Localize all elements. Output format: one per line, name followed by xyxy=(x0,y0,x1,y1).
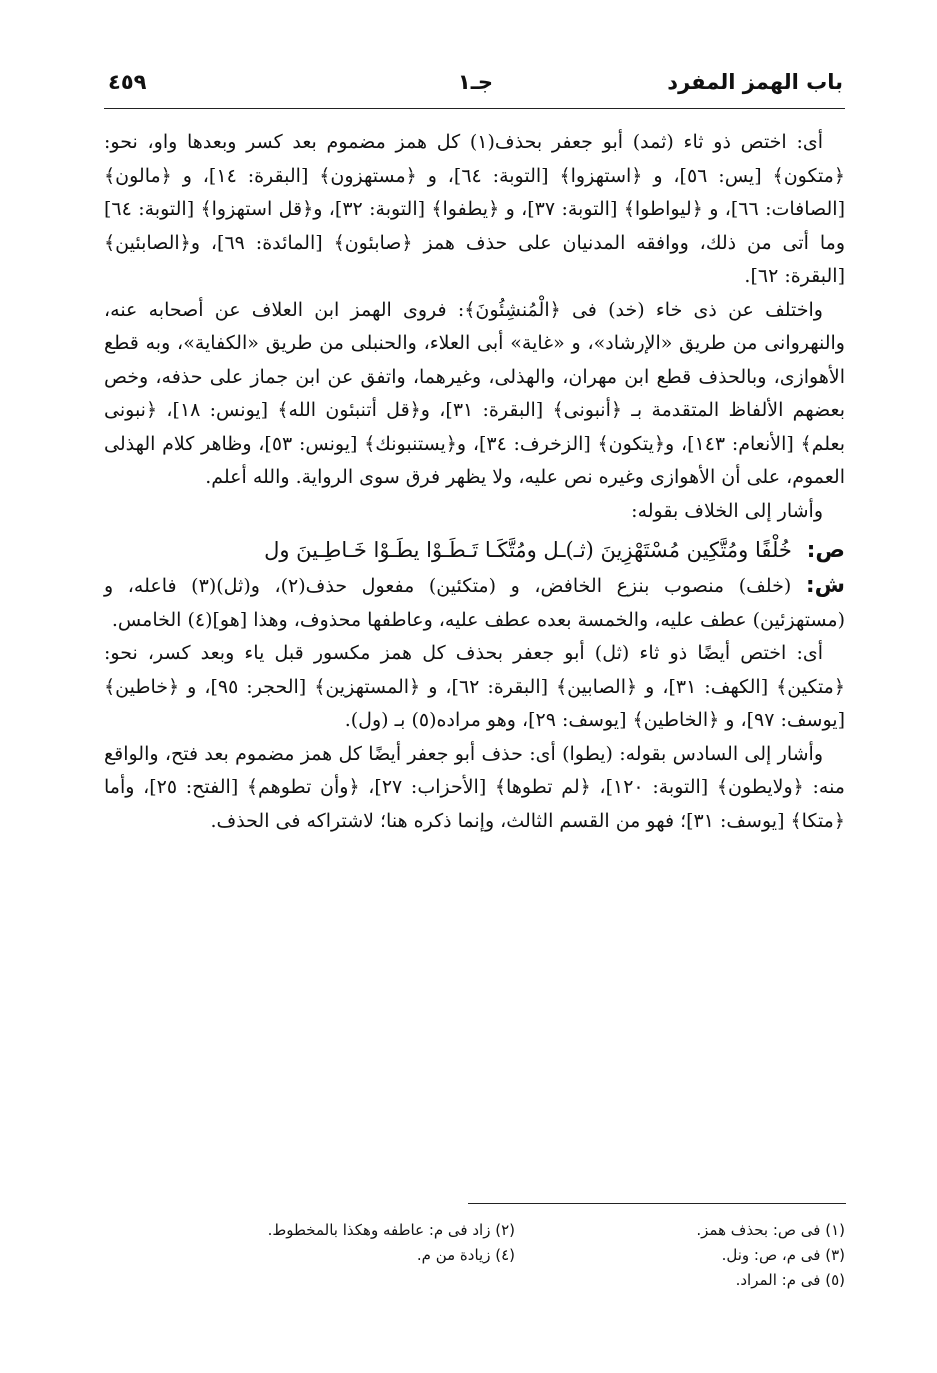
footnote-row xyxy=(104,1243,845,1268)
running-header xyxy=(108,70,843,104)
commentary-text: (خلف) منصوب بنزع الخافض، و (متكئين) مفعول حذف(٢)، و(ثل)(٣) فاعله، و (مستهزئين) عطف عليه، والخمسة بعده عطف عليه، وعاطفها محذوف، وهذا [هو](٤) الخامس. xyxy=(104,575,845,631)
paragraph-4: أى: اختص أيضًا ذو ثاء (ثل) أبو جعفر بحذف كل همز مكسور قبل ياء وبعد كسر، نحو: ﴿متكين﴾ [الكهف: ٣١]، و ﴿الصابين﴾ [البقرة: ٦٢]، و ﴿المستهزين﴾ [الحجر: ٩٥]، و ﴿خاطين﴾ [يوسف: ٩٧]، و ﴿الخاطين﴾ [يوسف: ٢٩]، وهو مراده(٥) بـ (ول). xyxy=(104,642,845,731)
footnote-divider xyxy=(468,1203,846,1204)
footnote-2: (٢) زاد فى م: عاطفه وهكذا بالمخطوط. xyxy=(267,1221,515,1239)
footnote-3: (٣) فى م، ص: ونل. xyxy=(721,1246,845,1264)
footnote-4: (٤) زيادة من م. xyxy=(416,1246,515,1264)
volume-label: جـ١ xyxy=(457,70,494,94)
paragraph-2: واختلف عن ذى خاء (خد) فى ﴿الْمُنشِئُونَ﴾: فروى الهمز ابن العلاف عن أصحابه عنه، والنهروانى من طريق «الإرشاد»، و «غاية» أبى العلاء، والحنبلى من طريق «الكفاية»، وبه قطع الأهوازى، وبالحذف قطع ابن مهران، والهذلى، وغيرهما، واتفق عن ابن جماز على حذفه، وخص بعضهم الألفاظ المتقدمة بـ ﴿أنبونى﴾ [البقرة: ٣١]، و﴿قل أتنبئون الله﴾ [يونس: ١٨]، ﴿نبونى بعلم﴾ [الأنعام: ١٤٣]، و﴿يتكون﴾ [الزخرف: ٣٤]، و﴿يستنبونك﴾ [يونس: ٥٣]، وظاهر كلام الهذلى العموم، على أن الأهوازى وغيره نص عليه، ولا يظهر فرق سوى الرواية. والله أعلم. xyxy=(104,298,846,488)
footnote-row xyxy=(104,1218,845,1243)
footnote-row xyxy=(104,1268,845,1293)
footnotes xyxy=(104,1218,845,1293)
paragraph-1: أى: اختص ذو ثاء (ثمد) أبو جعفر بحذف(١) كل همز مضموم بعد كسر وبعدها واو، نحو: ﴿متكون﴾ [يس: ٥٦]، و ﴿استهزوا﴾ [التوبة: ٦٤]، و ﴿مستهزون﴾ [البقرة: ١٤]، و ﴿مالون﴾ [الصافات: ٦٦]، و ﴿ليواطوا﴾ [التوبة: ٣٧]، و ﴿يطفوا﴾ [التوبة: ٣٢]، و﴿قل استهزوا﴾ [التوبة: ٦٤] وما أتى من ذلك، ووافقه المدنيان على حذف همز ﴿صابئون﴾ [المائدة: ٦٩]، و﴿الصابئين﴾ [البقرة: ٦٢]. xyxy=(104,131,845,287)
paragraph-5: وأشار إلى السادس بقوله: (يطوا) أى: حذف أبو جعفر أيضًا كل همز مضموم بعد فتح، والواقع منه: ﴿ولايطون﴾ [التوبة: ١٢٠]، ﴿لم تطوها﴾ [الأحزاب: ٢٧]، ﴿وأن تطوهم﴾ [الفتح: ٢٥]، وأما ﴿متكا﴾ [يوسف: ٣١]؛ فهو من القسم الثالث، وإنما ذكره هنا؛ لاشتراكه فى الحذف. xyxy=(104,742,845,832)
footnote-5: (٥) فى م: المراد. xyxy=(735,1271,845,1289)
paragraph-3: وأشار إلى الخلاف بقوله: xyxy=(631,499,823,522)
main-text xyxy=(104,126,845,838)
verse-line xyxy=(104,532,845,569)
page-number: ٤٥٩ xyxy=(108,70,147,94)
commentary xyxy=(104,569,845,637)
footnote-1: (١) فى ص: بحذف همز. xyxy=(696,1221,845,1239)
commentary-marker: ش: xyxy=(805,573,845,598)
chapter-title: باب الهمز المفرد xyxy=(667,70,843,94)
header-divider xyxy=(104,108,845,109)
verse-text: خُلْفًا ومُتَّكِين مُسْتَهْزِينَ (ثـ)ـل ومُتَّكَـا تَـطَـوْا يطَـوْا خَـاطِـينَ ول xyxy=(264,538,792,562)
verse-marker: ص: xyxy=(806,538,845,563)
